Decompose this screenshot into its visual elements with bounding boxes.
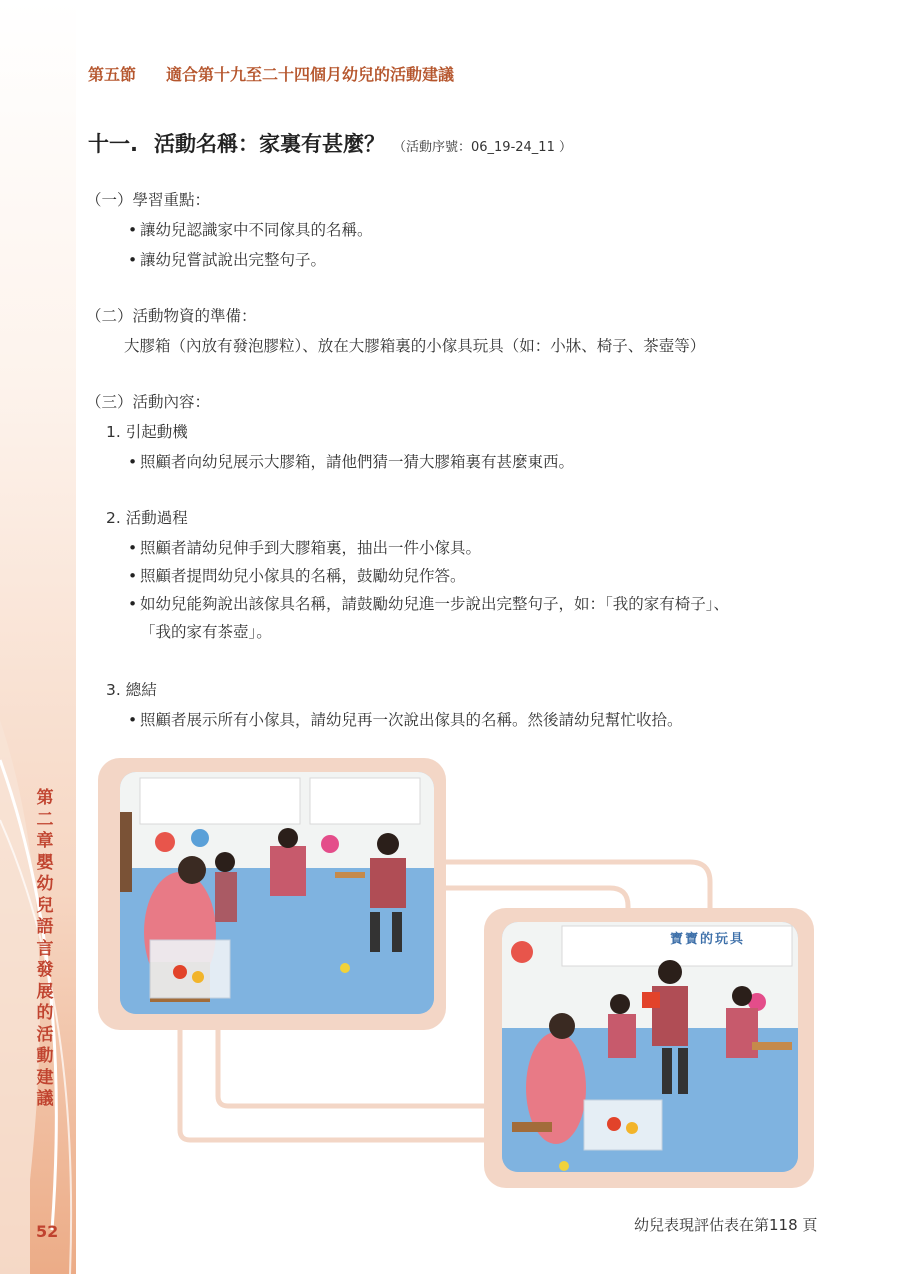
activity-photo-2 xyxy=(502,922,798,1172)
photo2-wall-banner: 寶寶的玩具 xyxy=(670,932,746,947)
content-heading: （三）活動內容： xyxy=(86,393,211,411)
activity-title xyxy=(88,128,572,158)
step2-item-continued: 「我的家有茶壺」。 xyxy=(140,623,272,641)
step3-title: 3. 總結 xyxy=(106,681,157,699)
step3-item: • 照顧者展示所有小傢具，請幼兒再一次說出傢具的名稱。然後請幼兒幫忙收拾。 xyxy=(128,708,683,730)
page-number: 52 xyxy=(36,1222,59,1241)
assessment-page-note: 幼兒表現評估表在第118 頁 xyxy=(634,1216,818,1234)
focus-heading: （一）學習重點： xyxy=(86,191,211,209)
step2-item: • 如幼兒能夠說出該傢具名稱，請鼓勵幼兒進一步說出完整句子，如：「我的家有椅子」、 xyxy=(128,592,729,614)
materials-text: 大膠箱（內放有發泡膠粒）、放在大膠箱裏的小傢具玩具（如：小牀、椅子、茶壺等） xyxy=(124,337,706,355)
focus-item: • 讓幼兒認識家中不同傢具的名稱。 xyxy=(128,218,373,240)
section-number: 第五節 xyxy=(88,65,137,84)
focus-item: • 讓幼兒嘗試說出完整句子。 xyxy=(128,248,326,270)
activity-name: 活動名稱：家裏有甚麼？ xyxy=(153,132,385,156)
materials-heading: （二）活動物資的準備： xyxy=(86,307,257,325)
step1-title: 1. 引起動機 xyxy=(106,423,188,441)
activity-number: 十一. xyxy=(88,132,138,156)
activity-serial: （活動序號：06_19-24_11 ） xyxy=(392,140,572,155)
step2-item: • 照顧者請幼兒伸手到大膠箱裏，抽出一件小傢具。 xyxy=(128,536,481,558)
activity-photo-1 xyxy=(120,772,434,1014)
step2-item: • 照顧者提問幼兒小傢具的名稱，鼓勵幼兒作答。 xyxy=(128,564,466,586)
section-header xyxy=(88,62,454,85)
section-title: 適合第十九至二十四個月幼兒的活動建議 xyxy=(166,65,455,84)
step1-item: • 照顧者向幼兒展示大膠箱，請他們猜一猜大膠箱裏有甚麼東西。 xyxy=(128,450,574,472)
chapter-title: 第二章 嬰幼兒語言發展的活動建議 xyxy=(36,788,54,1109)
step2-title: 2. 活動過程 xyxy=(106,509,188,527)
